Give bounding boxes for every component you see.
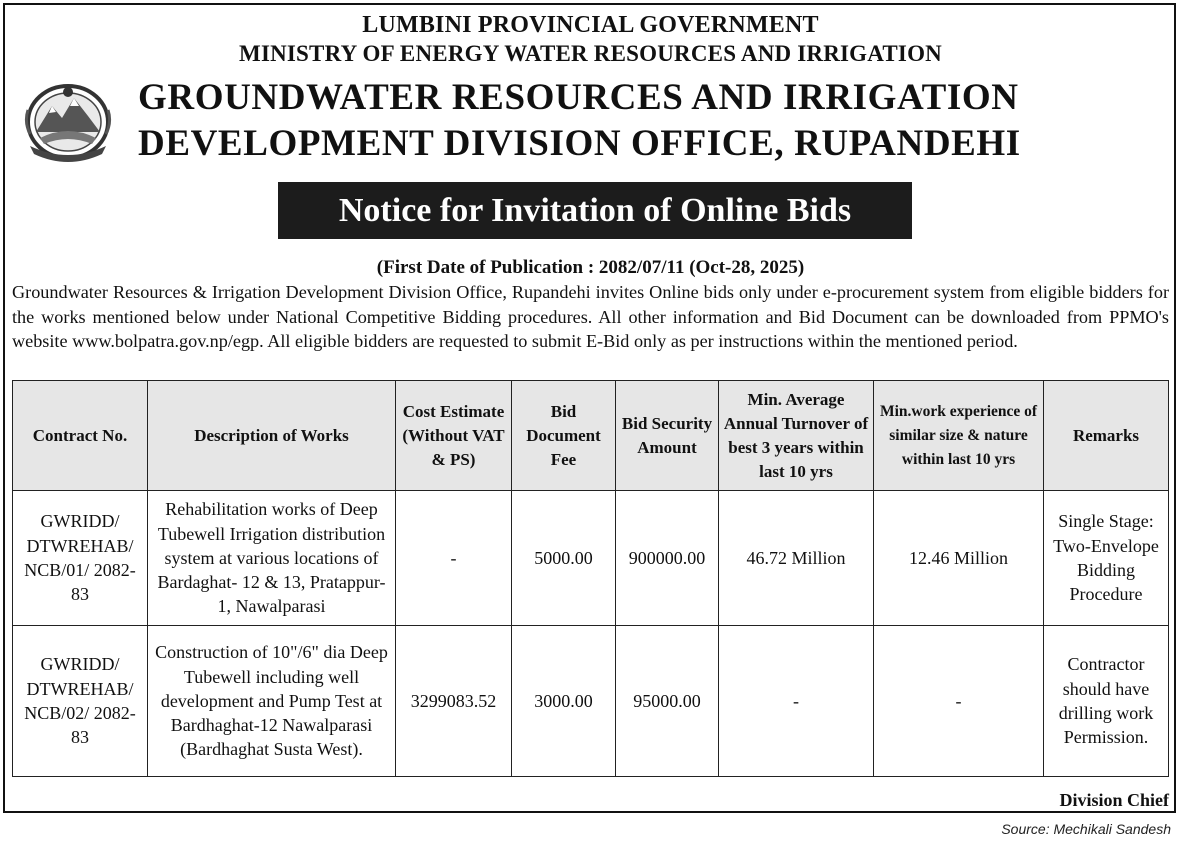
notice-title-banner [278,182,912,239]
publication-date: (First Date of Publication : 2082/07/11 (Oct-28, 2025) [376,257,805,278]
cell-doc-fee: 5000.00 [512,491,616,626]
header-cost-estimate: Cost Estimate (Without VAT & PS) [396,381,512,491]
header-doc-fee: Bid Document Fee [512,381,616,491]
intro-paragraph: Groundwater Resources & Irrigation Development Division Office, Rupandehi invites Online bids only under e-procurement system from eligible bidders for the works mentioned below under National Competitive Bidding procedures. All other information and Bid Document can be downloaded from PPMO's website www.bolpatra.gov.np/egp. All eligible bidders are requested to submit E-Bid only as per instructions within the mentioned period. [12,282,1169,351]
header-experience: Min.work experience of similar size & nature within last 10 yrs [874,381,1044,491]
cell-description: Construction of 10"/6" dia Deep Tubewell including well development and Pump Test at Bardhaghat-12 Nawalparasi (Bardhaghat Susta West). [148,626,396,777]
header-turnover: Min. Average Annual Turnover of best 3 years within last 10 yrs [719,381,874,491]
cell-experience: 12.46 Million [874,491,1044,626]
cell-turnover: - [719,626,874,777]
office-title-line2: DEVELOPMENT DIVISION OFFICE, RUPANDEHI [138,123,1021,164]
cell-cost-estimate: 3299083.52 [396,626,512,777]
header-security: Bid Security Amount [616,381,719,491]
header-remarks: Remarks [1044,381,1169,491]
signoff: Division Chief [1059,790,1169,810]
cell-remarks: Contractor should have drilling work Permission. [1044,626,1169,777]
cell-doc-fee: 3000.00 [512,626,616,777]
cell-security: 900000.00 [616,491,719,626]
source-credit: Source: Mechikali Sandesh [1001,821,1171,837]
cell-contract-no: GWRIDD/ DTWREHAB/ NCB/02/ 2082-83 [13,626,148,777]
table-row [13,491,1169,626]
cell-security: 95000.00 [616,626,719,777]
office-title-line1: GROUNDWATER RESOURCES AND IRRIGATION [138,77,1019,118]
header-description: Description of Works [148,381,396,491]
ministry-title: MINISTRY OF ENERGY WATER RESOURCES AND IRRIGATION [239,41,942,66]
header-contract-no: Contract No. [13,381,148,491]
cell-turnover: 46.72 Million [719,491,874,626]
cell-remarks: Single Stage: Two-Envelope Bidding Procedure [1044,491,1169,626]
nepal-emblem-icon [22,80,114,162]
cell-contract-no: GWRIDD/ DTWREHAB/ NCB/01/ 2082-83 [13,491,148,626]
cell-cost-estimate: - [396,491,512,626]
table-header-row [13,381,1169,491]
cell-experience: - [874,626,1044,777]
table-row [13,626,1169,777]
government-title: LUMBINI PROVINCIAL GOVERNMENT [362,12,819,38]
cell-description: Rehabilitation works of Deep Tubewell Irrigation distribution system at various locations of Bardaghat- 12 & 13, Pratappur-1, Nawalparasi [148,491,396,626]
notice-title: Notice for Invitation of Online Bids [338,191,852,229]
bids-table [12,380,1169,777]
